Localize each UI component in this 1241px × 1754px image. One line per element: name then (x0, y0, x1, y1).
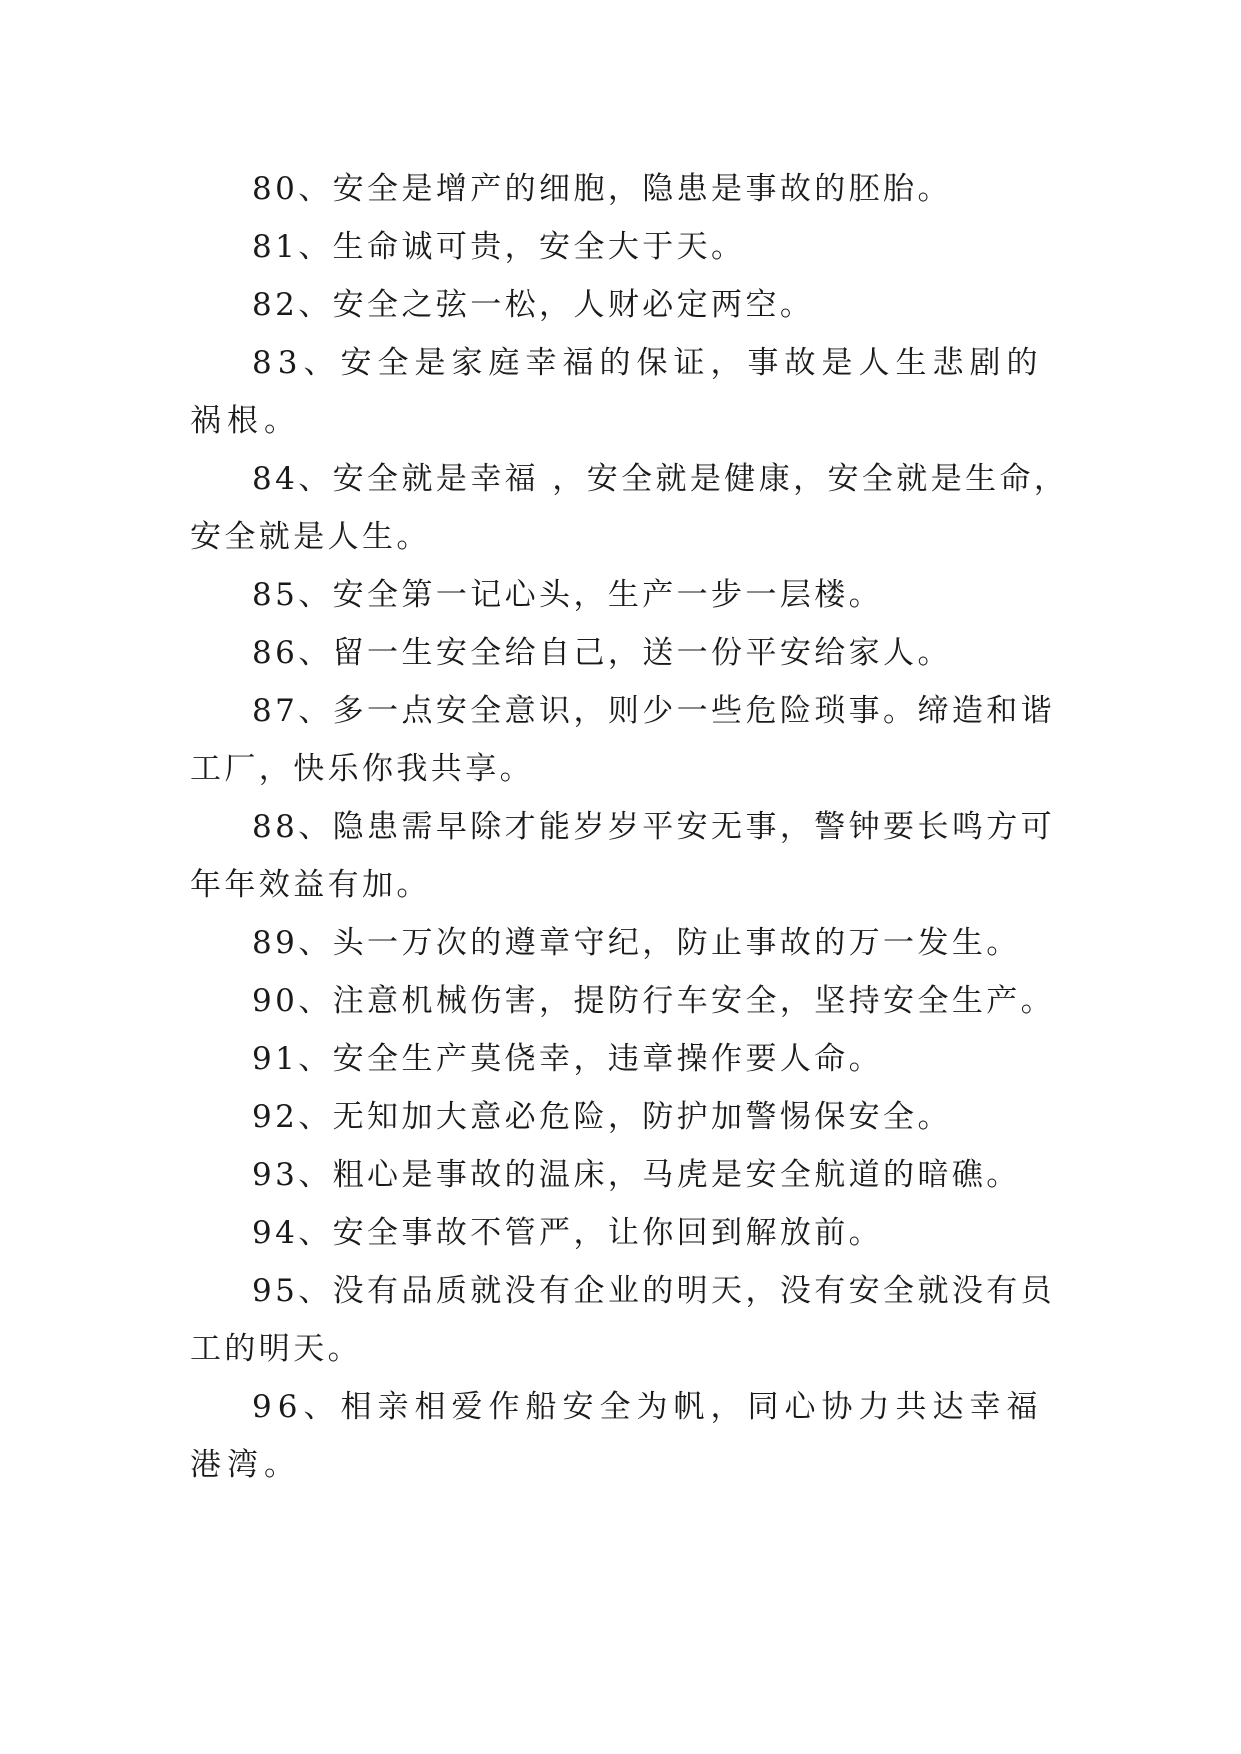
slogan-81: 81、生命诚可贵，安全大于天。 (252, 229, 746, 265)
slogan-84: 84、安全就是幸福 ，安全就是健康，安全就是生命，安全就是人生。 (190, 461, 1069, 555)
slogan-89: 89、头一万次的遵章守纪，防止事故的万一发生。 (252, 925, 1021, 961)
slogan-85: 85、安全第一记心头，生产一步一层楼。 (252, 577, 884, 613)
slogan-82: 82、安全之弦一松，人财必定两空。 (252, 287, 815, 323)
slogan-86: 86、留一生安全给自己，送一份平安给家人。 (252, 635, 952, 671)
slogan-90: 90、注意机械伤害，提防行车安全，坚持安全生产。 (252, 983, 1056, 1019)
slogan-91: 91、安全生产莫侥幸，违章操作要人命。 (252, 1041, 884, 1077)
slogan-92: 92、无知加大意必危险，防护加警惕保安全。 (252, 1099, 952, 1135)
slogan-83: 83、安全是家庭幸福的保证，事故是人生悲剧的祸根。 (190, 345, 1044, 439)
slogan-80: 80、安全是增产的细胞，隐患是事故的胚胎。 (252, 171, 952, 207)
slogan-96: 96、相亲相爱作船安全为帆，同心协力共达幸福港湾。 (190, 1389, 1044, 1483)
slogan-94: 94、安全事故不管严，让你回到解放前。 (252, 1215, 884, 1251)
slogan-88: 88、隐患需早除才能岁岁平安无事，警钟要长鸣方可年年效益有加。 (190, 809, 1056, 903)
slogan-95: 95、没有品质就没有企业的明天，没有安全就没有员工的明天。 (190, 1273, 1056, 1367)
document-body (190, 160, 1070, 1494)
slogan-93: 93、粗心是事故的温床，马虎是安全航道的暗礁。 (252, 1157, 1021, 1193)
slogan-87: 87、多一点安全意识，则少一些危险琐事。缔造和谐工厂，快乐你我共享。 (190, 693, 1056, 787)
